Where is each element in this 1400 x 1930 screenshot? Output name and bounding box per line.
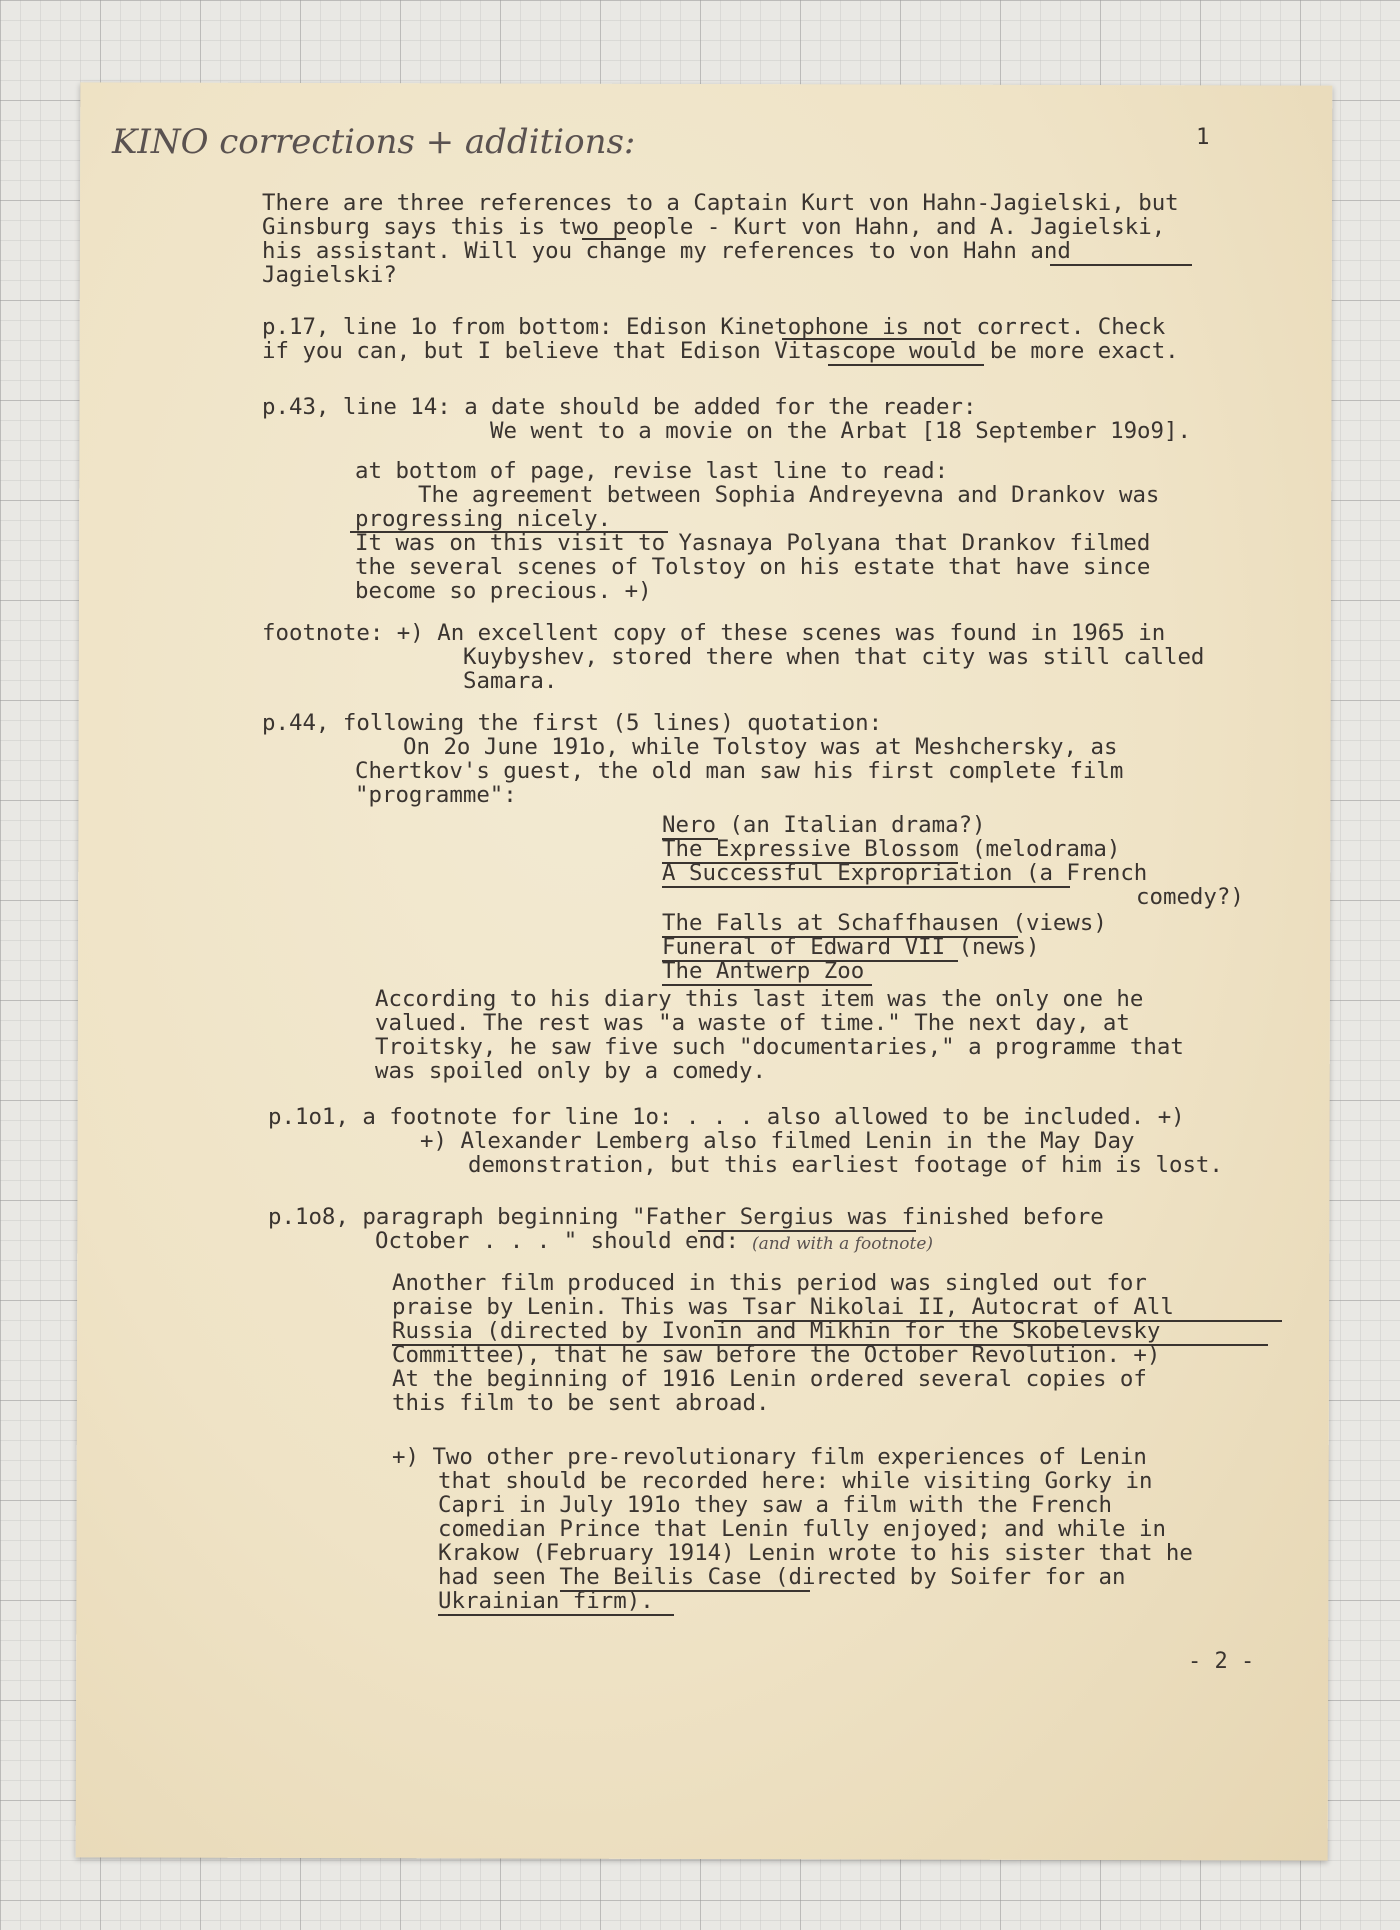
film-item-2: The Expressive Blossom (melodrama) [662, 836, 1121, 862]
page-number: 1 [1196, 124, 1210, 150]
p17-line-2: if you can, but I believe that Edison Vitascope would be more exact. [262, 338, 1179, 364]
p43-line-8: become so precious. +) [355, 578, 652, 604]
handwritten-title: KINO corrections + additions: [112, 122, 636, 162]
p101-line-1: p.1o1, a footnote for line 1o: . . . also allowed to be included. +) [268, 1104, 1185, 1130]
p17-line-1: p.17, line 1o from bottom: Edison Kinetophone is not correct. Check [262, 314, 1166, 340]
p101-line-3: demonstration, but this earliest footage of him is lost. [468, 1152, 1223, 1178]
p108-footnote-2: that should be recorded here: while visiting Gorky in [438, 1468, 1153, 1494]
p44-line-4: "programme": [355, 782, 517, 808]
intro-line-3: his assistant. Will you change my references to von Hahn and [262, 238, 1071, 264]
film-item-5: Funeral of Edward VII (news) [662, 934, 1040, 960]
p108-body-4: Committee), that he saw before the October Revolution. +) [392, 1342, 1161, 1368]
handwritten-note: (and with a footnote) [752, 1234, 934, 1254]
underline-beilis-case [560, 1590, 810, 1592]
intro-line-4: Jagielski? [262, 262, 397, 288]
film-item-3-cont: comedy?) [1136, 884, 1244, 910]
underline-father-sergius [698, 1230, 916, 1232]
underline-von-hahn-and [1050, 264, 1192, 266]
p44-line-8: was spoiled only by a comedy. [375, 1058, 766, 1084]
p43-line-6: It was on this visit to Yasnaya Polyana that Drankov filmed [355, 530, 1151, 556]
p44-line-5: According to his diary this last item was the only one he [375, 986, 1144, 1012]
p44-line-6: valued. The rest was "a waste of time." The next day, at [375, 1010, 1130, 1036]
p108-footnote-7: Ukrainian firm). [438, 1588, 654, 1614]
underline-two [582, 238, 626, 240]
p43-line-2: We went to a movie on the Arbat [18 September 19o9]. [490, 418, 1191, 444]
underline-falls-schaffhausen [662, 936, 1018, 938]
p43-line-4: The agreement between Sophia Andreyevna and Drankov was [418, 482, 1160, 508]
p43-line-3: at bottom of page, revise last line to read: [355, 458, 949, 484]
p108-footnote-1: +) Two other pre-revolutionary film experiences of Lenin [392, 1444, 1147, 1470]
p108-body-3: Russia (directed by Ivonin and Mikhin for the Skobelevsky [392, 1318, 1161, 1344]
underline-successful-expropriation [662, 886, 1070, 888]
p108-line-1: p.1o8, paragraph beginning "Father Sergius was finished before [268, 1204, 1104, 1230]
p43-line-5: progressing nicely. [355, 506, 612, 532]
p108-footnote-4: comedian Prince that Lenin fully enjoyed; and while in [438, 1516, 1166, 1542]
p44-line-3: Chertkov's guest, the old man saw his first complete film [355, 758, 1124, 784]
footnote1-line-3: Samara. [463, 668, 558, 694]
p108-footnote-5: Krakow (February 1914) Lenin wrote to his sister that he [438, 1540, 1193, 1566]
intro-line-1: There are three references to a Captain Kurt von Hahn-Jagielski, but [262, 190, 1179, 216]
p43-line-1: p.43, line 14: a date should be added for the reader: [262, 394, 977, 420]
film-item-4: The Falls at Schaffhausen (views) [662, 910, 1107, 936]
underline-ukrainian-firm [438, 1614, 674, 1616]
underline-expressive-blossom [662, 862, 958, 864]
p108-body-2: praise by Lenin. This was Tsar Nikolai II, Autocrat of All [392, 1294, 1174, 1320]
p108-body-5: At the beginning of 1916 Lenin ordered several copies of [392, 1366, 1147, 1392]
underline-kinetophone [782, 338, 952, 340]
p108-footnote-3: Capri in July 191o they saw a film with the French [438, 1492, 1113, 1518]
underline-tsar-nikolai [714, 1320, 1282, 1322]
p44-line-1: p.44, following the first (5 lines) quotation: [262, 710, 883, 736]
underline-funeral-edward [662, 960, 958, 962]
p108-body-1: Another film produced in this period was singled out for [392, 1270, 1147, 1296]
p108-line-2: October . . . " should end: [375, 1228, 739, 1254]
intro-line-2: Ginsburg says this is two people - Kurt von Hahn, and A. Jagielski, [262, 214, 1166, 240]
underline-nero [662, 838, 718, 840]
next-page-marker: - 2 - [1188, 1649, 1255, 1674]
underline-vitascope [828, 364, 984, 366]
footnote1-line-1: footnote: +) An excellent copy of these scenes was found in 1965 in [262, 620, 1166, 646]
footnote1-line-2: Kuybyshev, stored there when that city was still called [463, 644, 1205, 670]
film-item-6: The Antwerp Zoo [662, 958, 865, 984]
strike-on-this-visit [350, 531, 668, 533]
p44-line-7: Troitsky, he saw five such "documentaries," a programme that [375, 1034, 1184, 1060]
p44-line-2: On 2o June 191o, while Tolstoy was at Meshchersky, as [403, 734, 1118, 760]
film-item-1: Nero (an Italian drama?) [662, 812, 986, 838]
film-item-3: A Successful Expropriation (a French [662, 860, 1148, 886]
p43-line-7: the several scenes of Tolstoy on his estate that have since [355, 554, 1151, 580]
p101-line-2: +) Alexander Lemberg also filmed Lenin in the May Day [420, 1128, 1135, 1154]
p108-footnote-6: had seen The Beilis Case (directed by Soifer for an [438, 1564, 1126, 1590]
p108-body-6: this film to be sent abroad. [392, 1390, 770, 1416]
underline-russia [392, 1344, 1268, 1346]
